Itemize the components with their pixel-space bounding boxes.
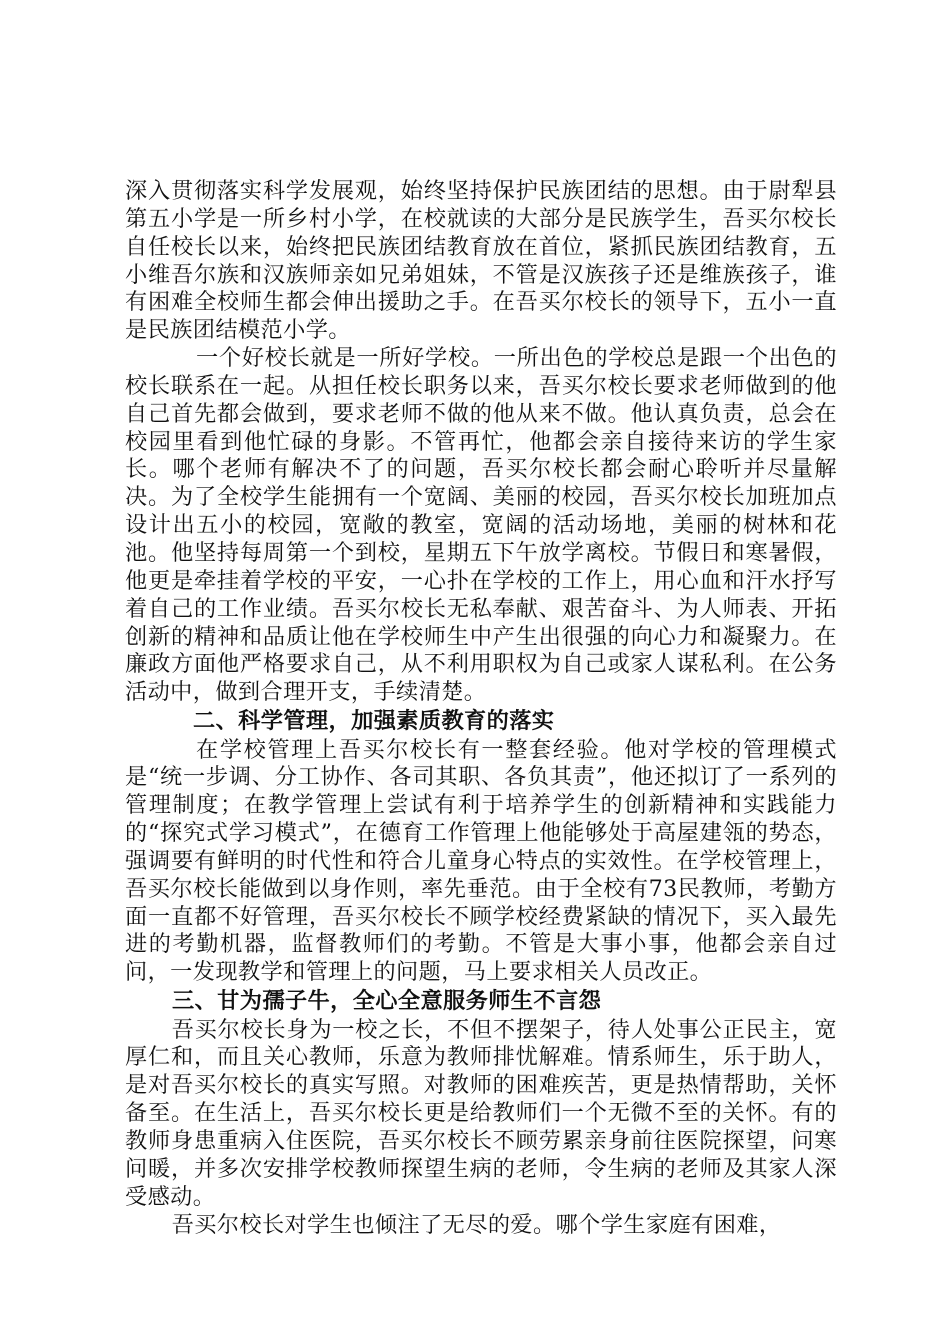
paragraph-care-for-students: 吾买尔校长对学生也倾注了无尽的爱。哪个学生家庭有困难， bbox=[171, 1211, 782, 1238]
paragraph-good-principal: 一个好校长就是一所好学校。一所出色的学校总是跟一个出色的校长联系在一起。从担任校长职务以来，吾买尔校长要求老师做到的他自己首先都会做到，要求老师不做的他从来不做。他认真负责，总会在校园里看到他忙碌的身影。不管再忙，他都会亲自接待来访的学生家长。哪个老师有解决不了的问题，吾买尔校长都会耐心聆听并尽量解决。为了全校学生能拥有一个宽阔、美丽的校园，吾买尔校长加班加点设计出五小的校园，宽敞的教室，宽阔的活动场地，美丽的树林和花池。他坚持每周第一个到校，星期五下午放学离校。节假日和寒暑假，他更是牵挂着学校的平安，一心扑在学校的工作上，用心血和汗水抒写着自己的工作业绩。吾买尔校长无私奉献、艰苦奋斗、为人师表、开拓创新的精神和品质让他在学校师生中产生出很强的向心力和凝聚力。在廉政方面他严格要求自己，从不利用职权为自己或家人谋私利。在公务活动中，做到合理开支，手续清楚。 bbox=[125, 345, 837, 706]
paragraph-ethnic-unity: 深入贯彻落实科学发展观，始终坚持保护民族团结的思想。由于尉犁县第五小学是一所乡村小学，在校就读的大部分是民族学生，吾买尔校长自任校长以来，始终把民族团结教育放在首位，紧抓民族团结教育，五小维吾尔族和汉族师亲如兄弟姐妹，不管是汉族孩子还是维族孩子，谁有困难全校师生都会伸出援助之手。在吾买尔校长的领导下，五小一直是民族团结模范小学。 bbox=[125, 178, 837, 344]
paragraph-care-for-teachers: 吾买尔校长身为一校之长，不但不摆架子，待人处事公正民主，宽厚仁和，而且关心教师，乐意为教师排忧解难。情系师生，乐于助人，是对吾买尔校长的真实写照。对教师的困难疾苦，更是热情帮助，关怀备至。在生活上，吾买尔校长更是给教师们一个无微不至的关怀。有的教师身患重病入住医院，吾买尔校长不顾劳累亲身前往医院探望，问寒问暖，并多次安排学校教师探望生病的老师，令生病的老师及其家人深受感动。 bbox=[125, 1016, 837, 1210]
section-heading-management: 二、科学管理，加强素质教育的落实 bbox=[193, 708, 555, 735]
document-page bbox=[125, 178, 837, 1239]
section-heading-service: 三、甘为孺子牛，全心全意服务师生不言怨 bbox=[172, 988, 602, 1015]
paragraph-school-management: 在学校管理上吾买尔校长有一整套经验。他对学校的管理模式是“统一步调、分工协作、各司其职、各负其责”，他还拟订了一系列的管理制度；在教学管理上尝试有利于培养学生的创新精神和实践能力的“探究式学习模式”，在德育工作管理上他能够处于高屋建瓴的势态，强调要有鲜明的时代性和符合儿童身心特点的实效性。在学校管理上，吾买尔校长能做到以身作则，率先垂范。由于全校有73民教师，考勤方面一直都不好管理，吾买尔校长不顾学校经费紧缺的情况下，买入最先进的考勤机器，监督教师们的考勤。不管是大事小事，他都会亲自过问，一发现教学和管理上的问题，马上要求相关人员改正。 bbox=[125, 736, 837, 986]
